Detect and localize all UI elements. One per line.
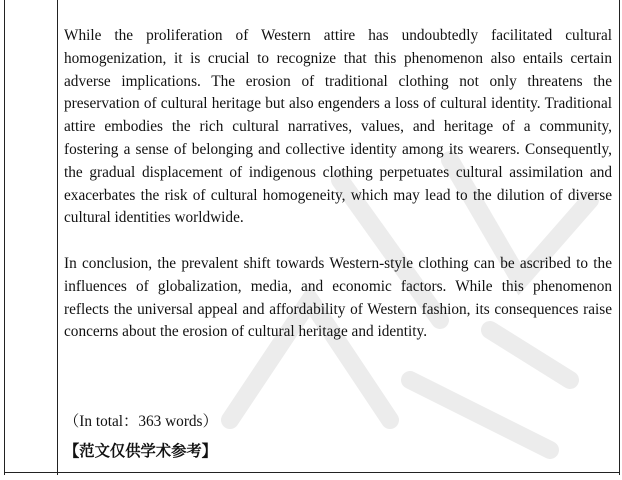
essay-paragraph-1: While the proliferation of Western attire has undoubtedly facilitated cultural homogenization, it is crucial to recognize that this phenomenon also entails certain adverse implications. The erosion of traditional clothing not only threatens the preservation of cultural heritage but also engenders a loss of cultural identity. Traditional attire embodies the rich cultural narratives, values, and heritage of a community, fostering a sense of belonging and collective identity among its wearers. Consequently, the gradual displacement of indigenous clothing perpetuates cultural assimilation and exacerbates the risk of cultural homogeneity, which may lead to the dilution of diverse cultural identities worldwide.: [64, 27, 612, 227]
essay-body: [64, 25, 612, 344]
word-count: （In total：363 words）: [64, 413, 218, 430]
column-divider: [57, 0, 58, 475]
essay-paragraph-2: In conclusion, the prevalent shift towards Western-style clothing can be ascribed to the influences of globalization, media, and economic factors. While this phenomenon reflects the universal appeal and affordability of Western fashion, its consequences raise concerns about the erosion of cultural heritage and identity.: [64, 254, 612, 341]
bottom-rule: [4, 472, 620, 473]
reference-note: 【范文仅供学术参考】: [64, 442, 217, 460]
